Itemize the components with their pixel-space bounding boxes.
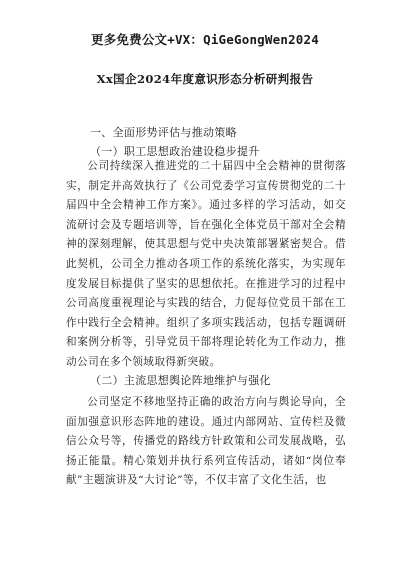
document-title: Xx国企2024年度意识形态分析研判报告 bbox=[96, 72, 314, 86]
paragraph-1: 公司持续深入推进党的二十届四中全会精神的贯彻落实，制定并高效执行了《公司党委学习宣传贯彻党的二十届四中全会精神工作方案》。通过多样的学习活动，如交流研讨会及专题培训等，旨在强化全体党员干部对全会精神的深刻理解，使其思想与党中央决策部署紧密契合。借此契机，公司全力推动各项工作的系统化落实，为实现年度发展目标提供了坚实的思想依托。在推进学习的过程中公司高度重视理论与实践的结合，力促每位党员干部在工作中践行全会精神。组织了多项实践活动，包括专题调研和案例分析等，引导党员干部将理论转化为工作动力，推动公司在多个领域取得新突破。 bbox=[66, 160, 346, 368]
subsection-heading-2: （二）主流思想舆论阵地维护与强化 bbox=[90, 374, 271, 387]
paragraph-2: 公司坚定不移地坚持正确的政治方向与舆论导向，全面加强意识形态阵地的建设。通过内部网站、宣传栏及微信公众号等，传播党的路线方针政策和公司发展战略，弘扬正能量。精心策划并执行系列宣传活动，诸如“岗位奉献”主题演讲及“大讨论”等，不仅丰富了文化生活，也 bbox=[66, 396, 346, 487]
section-heading: 一、全面形势评估与推动策略 bbox=[90, 126, 237, 139]
promo-header: 更多免费公文+VX：QiGeGongWen2024 bbox=[91, 32, 319, 47]
subsection-heading-1: （一）职工思想政治建设稳步提升 bbox=[90, 145, 260, 158]
